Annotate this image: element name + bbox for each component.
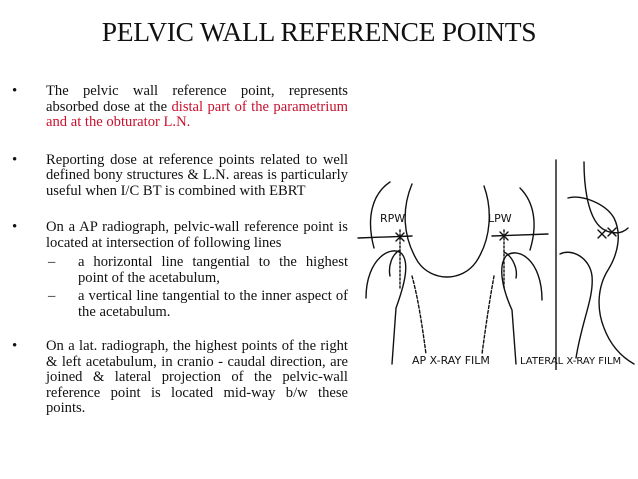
lateral-reference-marks [598, 228, 616, 238]
bullet-item-ap-radiograph [12, 220, 348, 320]
lateral-femoral-outline [560, 252, 592, 358]
page-title: PELVIC WALL REFERENCE POINTS [101, 16, 537, 47]
radiograph-diagram [352, 158, 638, 370]
bullet-highlight-text: distal part of the parametrium and at the obturator L.N. [46, 98, 348, 130]
ap-sacrum-outline [405, 184, 489, 277]
ap-obturator-left [412, 276, 426, 354]
bullet-text: On a AP radiograph, pelvic-wall reference point is located at intersection of following lines [46, 219, 348, 251]
ap-film-caption: AP X-RAY FILM [412, 354, 490, 367]
bullet-dot: • [12, 83, 18, 99]
sub-bullet-text: a vertical line tangential to the inner aspect of the acetabulum. [78, 288, 348, 320]
bullet-list [12, 84, 348, 439]
bullet-dot: • [12, 338, 18, 354]
lateral-sacrum-outline [584, 162, 628, 233]
ap-horizontal-line-right [358, 236, 412, 238]
sub-bullet-list [46, 255, 348, 320]
ap-left-femoral-head [502, 253, 542, 364]
ap-obturator-right [482, 276, 494, 354]
lateral-film-caption: LATERAL X-RAY FILM [520, 356, 622, 367]
sub-bullet-dash: – [48, 288, 56, 304]
sub-bullet-text: a horizontal line tangential to the highest point of the acetabulum, [78, 254, 348, 286]
ap-right-acetabulum [389, 250, 400, 276]
bullet-text: On a lat. radiograph, the highest points of the right & left acetabulum, in cranio - caudal direction, are joined & lateral projection of the pelvic-wall reference point is located mid-way b/w these points. [46, 338, 348, 416]
bullet-dot: • [12, 219, 18, 235]
ap-horizontal-line-left [492, 234, 548, 236]
sub-bullet-horizontal-line [46, 255, 348, 286]
bullet-item-reporting-dose [12, 153, 348, 200]
lateral-acetabulum-outline [568, 197, 634, 364]
bullet-text: Reporting dose at reference points related to well defined bony structures & L.N. areas is particularly useful when I/C BT is combined with EBRT [46, 151, 348, 199]
sub-bullet-vertical-line [46, 289, 348, 320]
lpw-label: LPW [488, 212, 512, 225]
sub-bullet-dash: – [48, 254, 56, 270]
bullet-item-pelvic-wall-point [12, 84, 348, 131]
bullet-dot: • [12, 151, 18, 168]
ap-right-iliac-outline [520, 188, 534, 250]
rpw-label: RPW [380, 212, 406, 225]
bullet-item-lateral-radiograph [12, 339, 348, 417]
bullet-text: The pelvic wall reference point, represents absorbed dose at the [46, 83, 348, 115]
